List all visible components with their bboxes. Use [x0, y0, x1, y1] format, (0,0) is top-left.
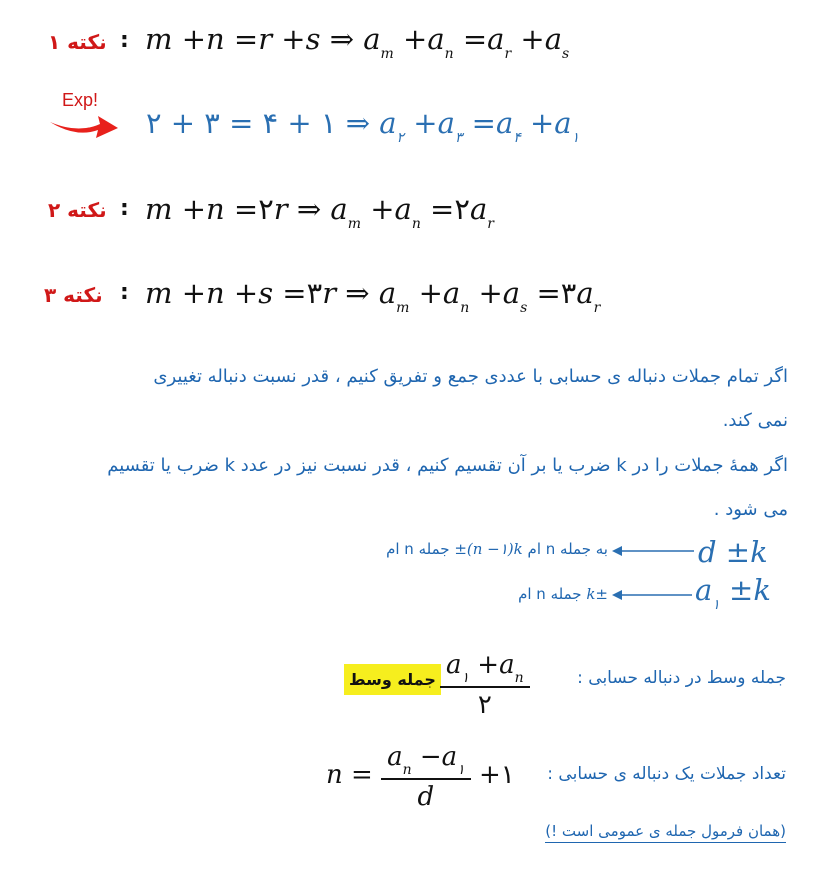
term-count-note: (همان فرمول جمله ی عمومی است !)	[545, 822, 786, 843]
middle-term-text: جمله وسط در دنباله حسابی :	[577, 668, 786, 688]
tip-1-label: نکته ۱	[48, 30, 107, 54]
tip-2-label: نکته ۲	[48, 198, 107, 222]
tip-3-label: نکته ۳	[44, 283, 103, 307]
arrow-left-icon	[612, 544, 694, 558]
middle-term-fraction: $\frac{a_۱ +a_n}{۲}$	[440, 650, 530, 720]
tip-1-formula: m +n =r +s ⇒ $a_m +a_n =a_r +a_s$	[145, 22, 570, 62]
red-arrow-icon	[48, 112, 120, 140]
colon: :	[120, 280, 129, 305]
tip-3-formula: m +n +s =۳r ⇒ $a_m +a_n +a_s$ $=۳a_r$	[145, 276, 601, 316]
colon: :	[120, 196, 129, 221]
note-1-line-2: نمی کند.	[722, 410, 788, 431]
shift-2-formula: $a_۱ \pm k$	[695, 573, 771, 613]
term-count-formula: n = $\frac{a_n -a_۱}{d}$ +۱	[326, 742, 515, 812]
arrow-left-icon	[612, 588, 692, 602]
colon: :	[120, 28, 129, 53]
shift-2-text: ±k جمله n ام	[518, 585, 608, 603]
note-1-line-1: اگر تمام جملات دنباله ی حسابی با عددی جمع و تفریق کنیم ، قدر نسبت دنباله تغییری	[153, 366, 788, 387]
shift-1-formula: d ±k	[698, 535, 768, 569]
note-2-line-2: می شود .	[713, 499, 788, 520]
note-2-line-1: اگر همهٔ جملات را در k ضرب یا بر آن تقسیم کنیم ، قدر نسبت نیز در عدد k ضرب یا تقسیم	[107, 455, 788, 476]
shift-1-text: به جمله n ام ±(n −۱)k جمله n ام	[386, 540, 608, 558]
example-formula: ۲ + ۳ = ۴ + ۱ ⇒ $a_۲ +a_۳ =a_۴ +a_۱$	[146, 106, 580, 146]
middle-term-badge: جمله وسط	[344, 664, 441, 695]
tip-2-formula: m +n =۲r ⇒ $a_m +a_n$ $=۲a_r$	[145, 192, 494, 232]
term-count-text: تعداد جملات یک دنباله ی حسابی :	[547, 764, 786, 784]
example-badge: Exp!	[62, 90, 99, 110]
